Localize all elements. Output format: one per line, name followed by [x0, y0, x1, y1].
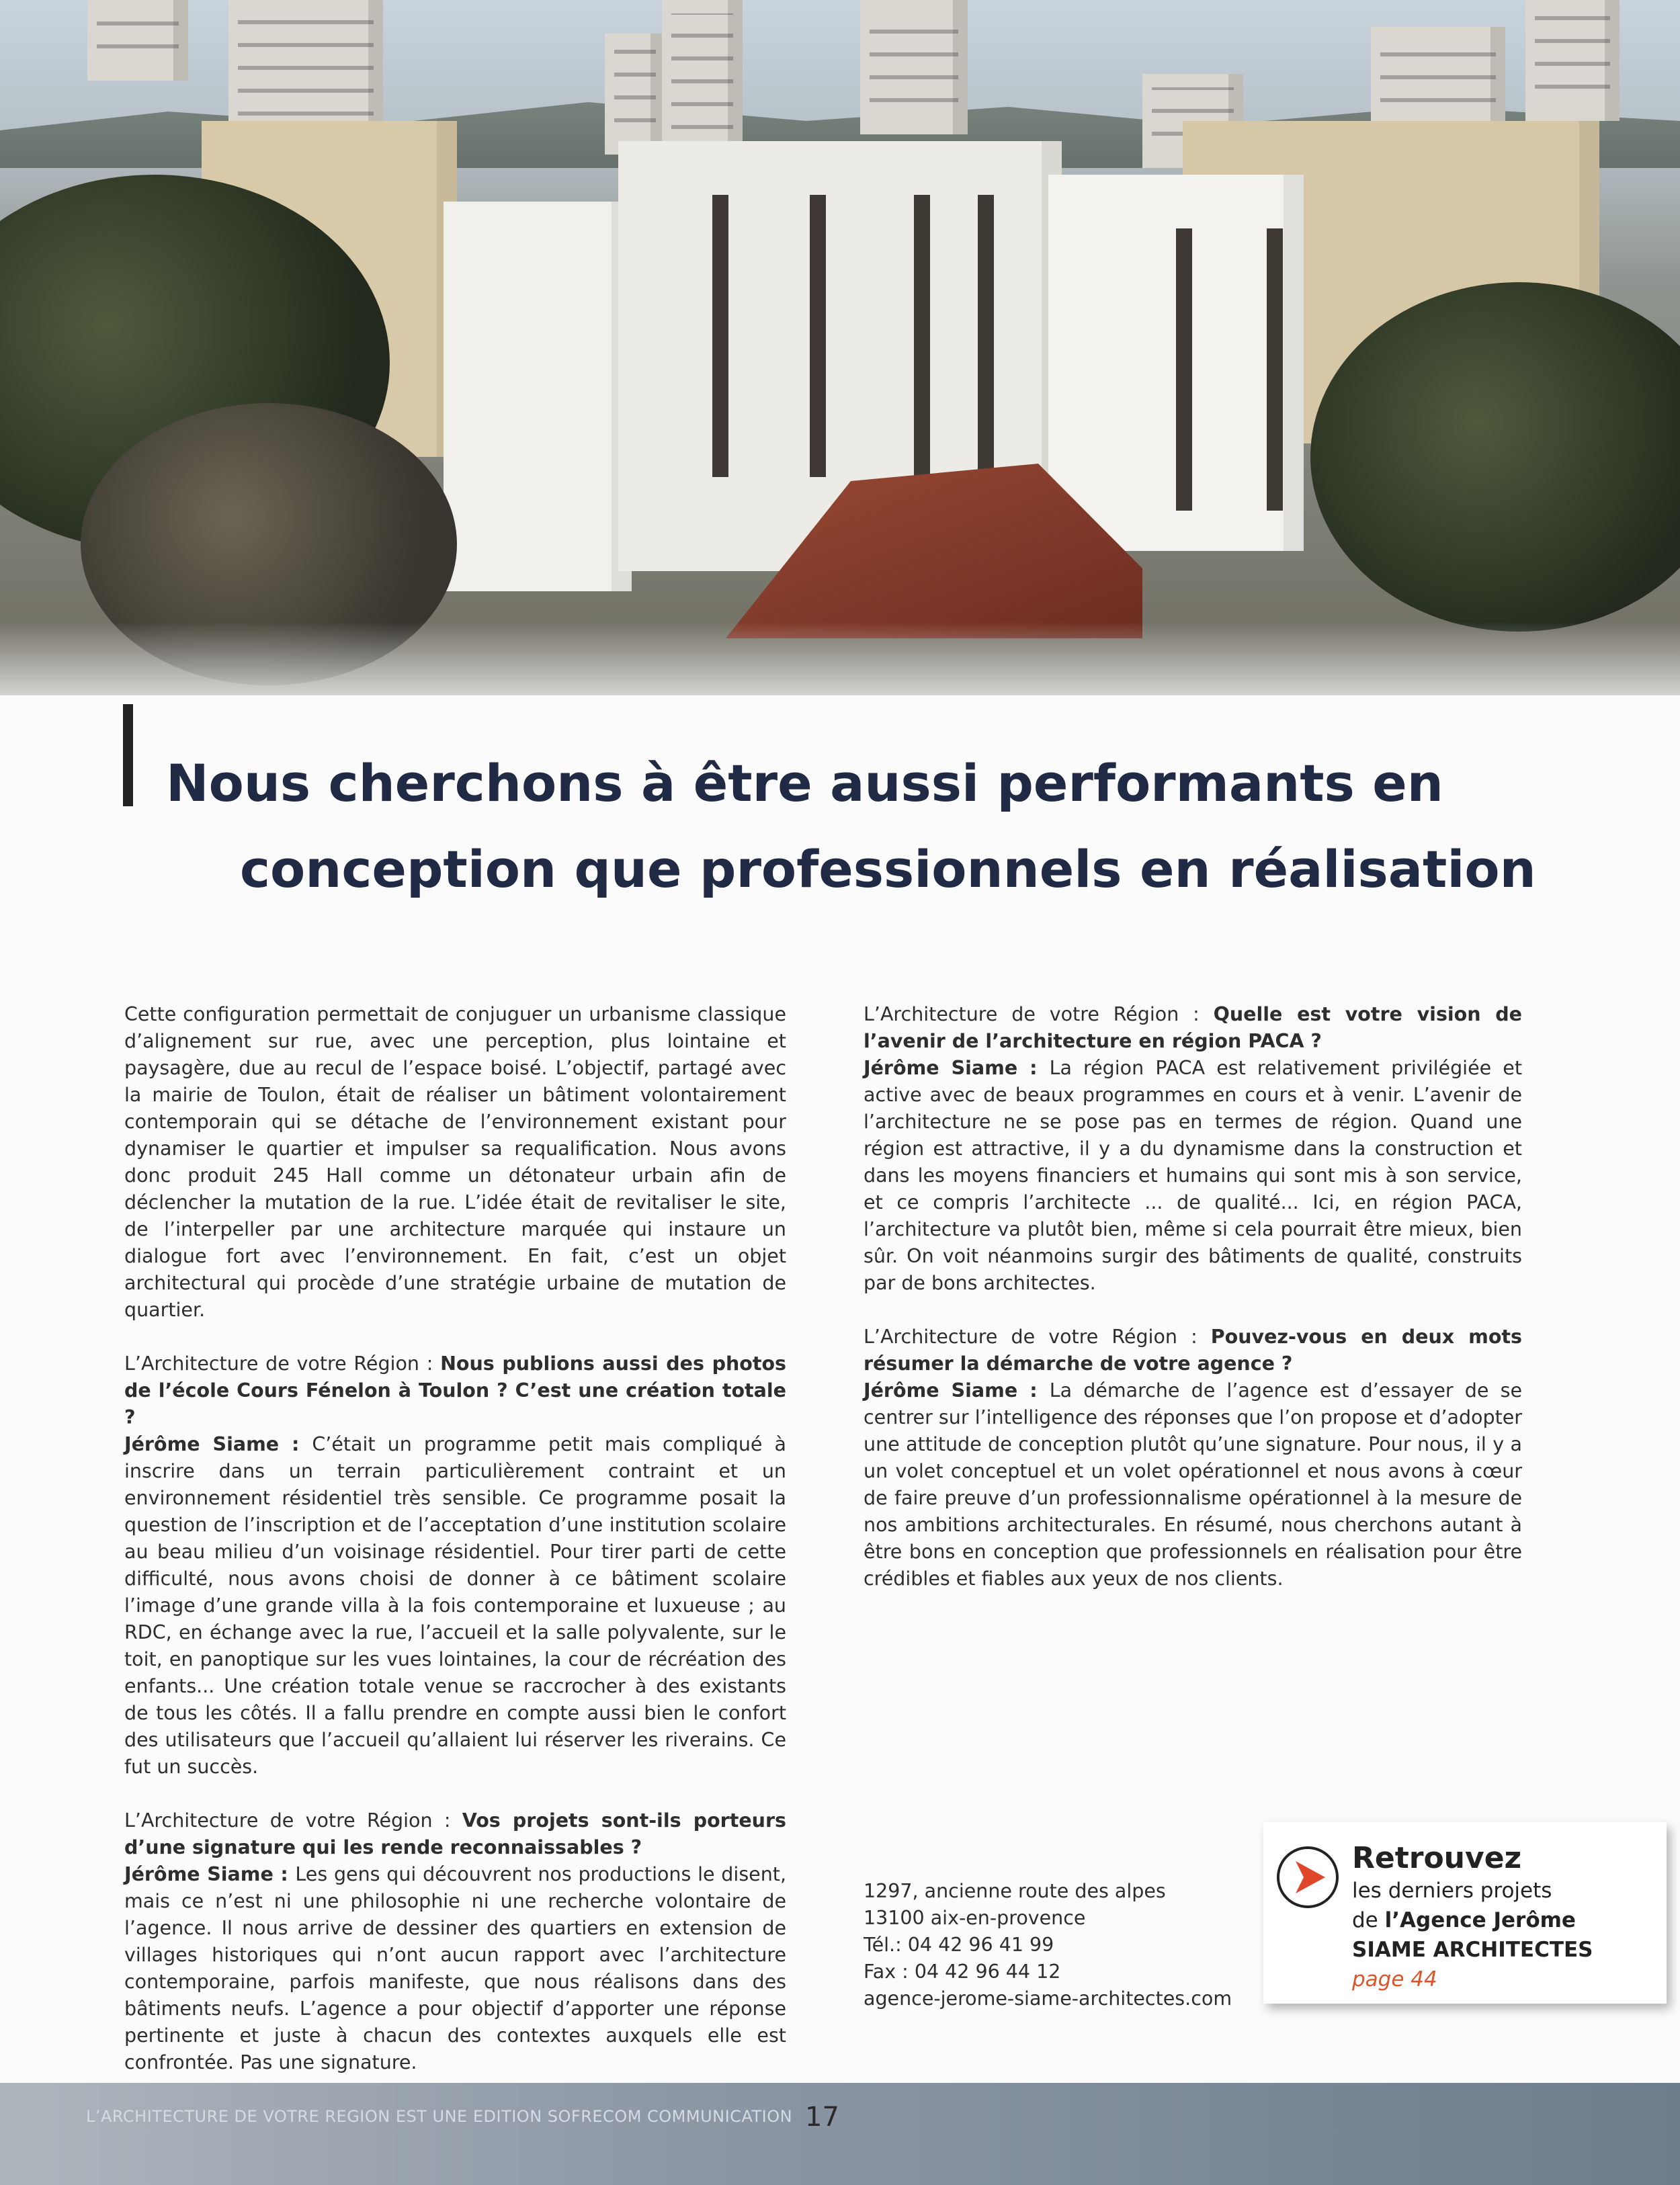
speaker-name: Jérôme Siame :: [864, 1379, 1050, 1402]
promo-agency: l’Agence Jerôme: [1384, 1908, 1576, 1932]
question-text: Pouvez-vous en deux mots résumer la démarche de votre agence ?: [864, 1326, 1522, 1375]
interview-block: [864, 1324, 1522, 1592]
interview-question: [124, 1809, 786, 1858]
answer-text: La région PACA est relativement privilégiée et active avec de beaux programmes en cours et à venir. L’avenir de l’architecture ne se pose pas en termes de région. Quand une région est attractive, il y a du dynamisme dans la construction et dans les moyens financiers et humains qui sont mis à son service, et ce compris l’architecte ... de qualité... Ici, en région PACA, l’architecture va plutôt bien, même si cela pourrait être mieux, bien sûr. On voit néanmoins surgir des bâtiments de qualité, construits par de bons architectes.: [864, 1057, 1522, 1294]
promo-box[interactable]: [1263, 1822, 1667, 2004]
promo-page-ref[interactable]: page 44: [1352, 1967, 1437, 1991]
tower: [87, 0, 188, 81]
answer-text: Les gens qui découvrent nos productions le disent, mais ce n’est ni une philosophie ni une recherche volontaire de l’agence. Il nous arrive de dessiner des quartiers en extension de villages historiques qui n’ont aucun rapport avec l’architecture contemporaine, parfois manifeste, que nous réalisons dans des bâtiments neufs. L’agence a pour objectif d’apporter une réponse pertinente et juste à chacun des contextes auxquels elle est confrontée. Pas une signature.: [124, 1863, 787, 2073]
question-source: L’Architecture de votre Région :: [864, 1326, 1211, 1348]
question-source: L’Architecture de votre Région :: [864, 1003, 1214, 1025]
speaker-name: Jérôme Siame :: [864, 1057, 1050, 1079]
white-building: [444, 202, 632, 591]
headline-rule: [123, 704, 133, 806]
window: [914, 195, 930, 477]
promo-line-2-prefix: de: [1352, 1908, 1385, 1932]
interview-block: [124, 1351, 786, 1781]
promo-line-1: les derniers projets: [1352, 1879, 1552, 1903]
tower: [1371, 27, 1505, 134]
arrow-right-icon: [1275, 1845, 1340, 1910]
tower: [860, 0, 968, 134]
question-source: L’Architecture de votre Région :: [124, 1809, 462, 1832]
question-source: L’Architecture de votre Région :: [124, 1353, 441, 1375]
headline-line-2: conception que professionnels en réalisation: [240, 839, 1536, 899]
promo-line-2: [1352, 1905, 1654, 1935]
contact-phone: Tél.: 04 42 96 41 99: [864, 1934, 1054, 1956]
contact-block: [864, 1878, 1280, 2012]
photo-fade: [0, 622, 1680, 695]
contact-city: 13100 aix-en-provence: [864, 1907, 1086, 1929]
tower: [605, 34, 665, 155]
headline: [166, 740, 1550, 912]
contact-website[interactable]: agence-jerome-siame-architectes.com: [864, 1987, 1232, 2010]
left-column: [124, 1001, 786, 2103]
speaker-name: Jérôme Siame :: [124, 1433, 312, 1455]
question-text: Quelle est votre vision de l’avenir de l’architecture en région PACA ?: [864, 1003, 1522, 1052]
contact-fax: Fax : 04 42 96 44 12: [864, 1961, 1061, 1983]
interview-block: [124, 1807, 786, 2076]
interview-block: [864, 1001, 1522, 1297]
tower: [1525, 0, 1620, 121]
window: [810, 195, 826, 477]
window: [978, 195, 994, 477]
interview-question: [864, 1003, 1522, 1052]
interview-question: [124, 1353, 786, 1428]
hero-photo: [0, 0, 1680, 695]
speaker-name: Jérôme Siame :: [124, 1863, 296, 1885]
page-number: 17: [805, 2102, 839, 2133]
window: [1176, 228, 1192, 511]
promo-line-3: SIAME ARCHITECTES: [1352, 1938, 1593, 1962]
question-text: Vos projets sont-ils porteurs d’une signature qui les rende reconnaissables ?: [124, 1809, 786, 1858]
promo-text: [1352, 1841, 1654, 1994]
intro-paragraph: Cette configuration permettait de conjuguer un urbanisme classique d’alignement sur rue, avec une perception, plus lointaine et paysagère, due au recul de l’espace boisé. L’objectif, partagé avec la mairie de Toulon, était de réaliser un bâtiment volontairement contemporain qui se détache de l’environnement existant pour dynamiser le quartier et impulser sa requalification. Nous avons donc produit 245 Hall comme un détonateur urbain afin de déclencher la mutation de la rue. L’idée était de revitaliser le site, de l’interpeller par une architecture marquée qui instaure un dialogue fort avec l’environnement. En fait, c’est un objet architectural qui procède d’une stratégie urbaine de mutation de quartier.: [124, 1003, 786, 1321]
window: [1267, 228, 1283, 511]
answer-text: La démarche de l’agence est d’essayer de se centrer sur l’intelligence des réponses que l’on propose et d’adopter une attitude de conception plutôt qu’une signature. Pour nous, il y a un volet conceptuel et un volet opérationnel et nous avons à cœur de faire preuve d’un professionnalisme opérationnel à la mesure de nos ambitions architecturales. En résumé, nous cherchons autant à être bons en conception que professionnels en réalisation pour être crédibles et fiables aux yeux de nos clients.: [864, 1379, 1522, 1590]
right-column: [864, 1001, 1522, 1619]
window: [712, 195, 728, 477]
tower: [662, 0, 743, 161]
answer-text: C’était un programme petit mais compliqué à inscrire dans un terrain particulièrement contraint et un environnement résidentiel très sensible. Ce programme posait la question de l’inscription et de l’acceptation d’une institution scolaire au beau milieu d’un voisinage résidentiel. Pour tirer parti de cette difficulté, nous avons choisi de donner à ce bâtiment scolaire l’image d’une grande villa à la fois contemporaine et luxueuse ; au RDC, en échange avec la rue, l’accueil et la salle polyvalente, sur le toit, en panoptique sur les vues lointaines, la cour de récréation des enfants... Une création totale venue se raccrocher à des existants de tous les côtés. Il a fallu prendre en compte aussi bien le confort des utilisateurs que l’accueil qu’allaient lui réserver les riverains. Ce fut un succès.: [124, 1433, 786, 1778]
contact-address: 1297, ancienne route des alpes: [864, 1880, 1166, 1902]
promo-heading: Retrouvez: [1352, 1841, 1522, 1875]
publisher-credit: L’ARCHITECTURE DE VOTRE REGION EST UNE EDITION SOFRECOM COMMUNICATION: [86, 2107, 793, 2126]
interview-question: [864, 1326, 1522, 1375]
headline-line-1: Nous cherchons à être aussi performants en: [166, 753, 1443, 813]
question-text: Nous publions aussi des photos de l’école Cours Fénelon à Toulon ? C’est une création totale ?: [124, 1353, 787, 1428]
footer-band: [0, 2083, 1680, 2185]
